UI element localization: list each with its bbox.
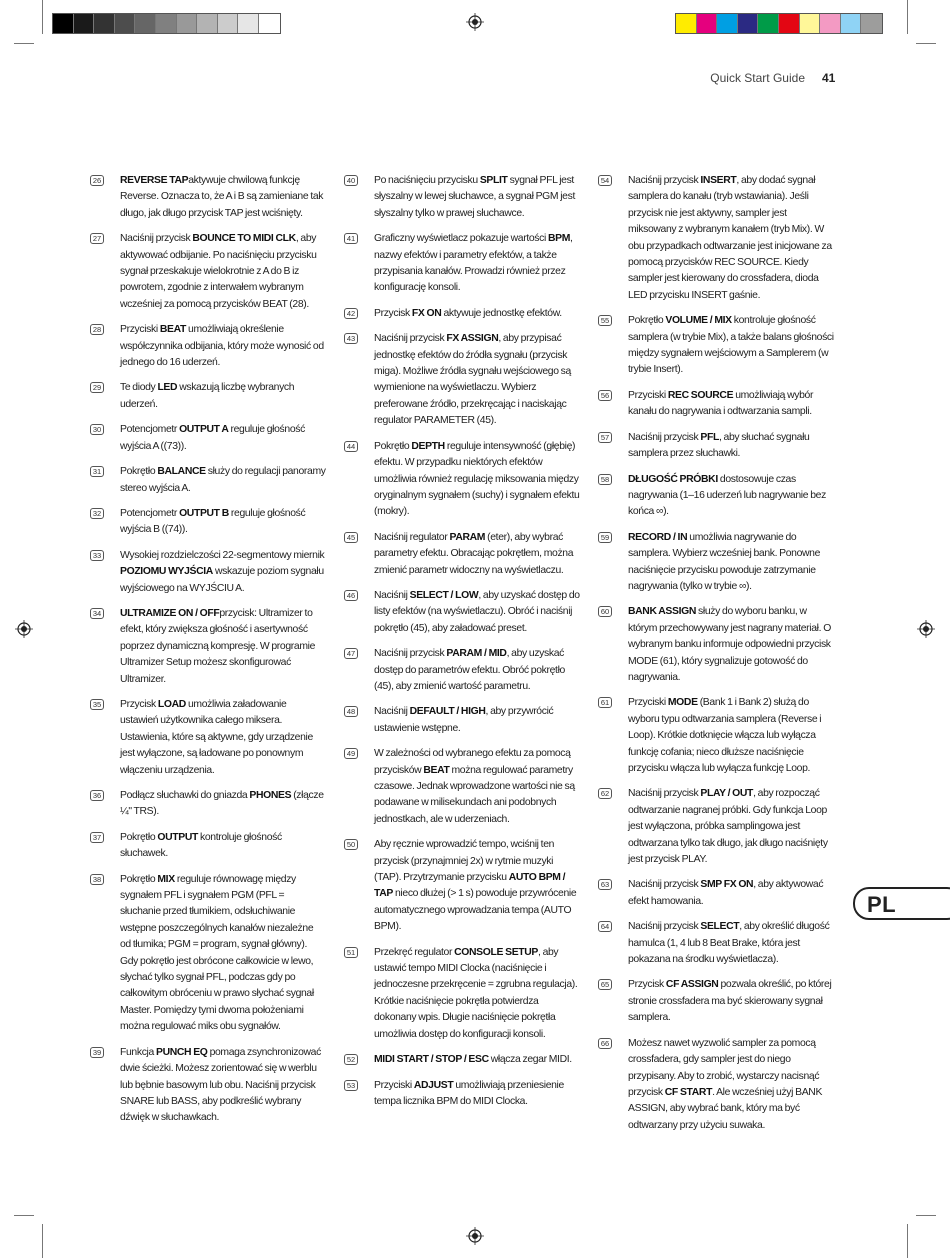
list-item bbox=[90, 872, 326, 1036]
item-text: Przyciski BEAT umożliwiają określenie współczynnika odbijania, który może wynosić od jednego do 16 uderzeń. bbox=[120, 324, 324, 369]
item-text: Potencjometr OUTPUT A reguluje głośność wyjścia A ((73)). bbox=[120, 424, 305, 452]
item-text: Pokrętło VOLUME / MIX kontroluje głośność samplera (w trybie Mix), a także balans głośności między sygnałem wejściowym a Samplerem (w trybie Insert). bbox=[628, 315, 834, 376]
color-swatch bbox=[156, 14, 177, 33]
item-number-badge: 54 bbox=[598, 175, 612, 186]
list-item bbox=[598, 786, 834, 868]
item-text: ULTRAMIZE ON / OFFprzycisk: Ultramizer to efekt, który zwiększa głośność i asertywność poprzez dynamiczną kompresję. W programie Ultramizer Setup możesz skonfigurować Ultramizer. bbox=[120, 607, 316, 685]
list-item bbox=[344, 646, 580, 695]
item-text: Naciśnij przycisk FX ASSIGN, aby przypisać jednostkę efektów do źródła sygnału (przycisk miga). Możliwe źródła sygnału wejściowego są wymienione na wyświetlaczu. Wybierz preferowane źródło, przekręcając i naciskając regulator PARAMETER (45). bbox=[374, 333, 571, 427]
item-text: Pokrętło DEPTH reguluje intensywność (głębię) efektu. W przypadku niektórych efektów umożliwia również regulację miksowania między oryginalnym sygnałem (suchy) i sygnałem efektu (mokry). bbox=[374, 440, 580, 518]
item-text: Funkcja PUNCH EQ pomaga zsynchronizować dwie ścieżki. Możesz zorientować się w werblu lub bębnie basowym lub obu. Naciśnij przycisk SNARE lub BASS, aby podkreślić wybrany dźwięk w słuchawkach. bbox=[120, 1046, 321, 1124]
item-text: MIDI START / STOP / ESC włącza zegar MIDI. bbox=[374, 1054, 572, 1066]
item-number-badge: 42 bbox=[344, 308, 358, 319]
item-text: Naciśnij przycisk PARAM / MID, aby uzyskać dostęp do parametrów efektu. Obróć pokrętło (45), aby zmienić wartość parametru. bbox=[374, 648, 565, 692]
item-number-badge: 38 bbox=[90, 874, 104, 885]
list-item bbox=[598, 977, 834, 1026]
item-text: Możesz nawet wyzwolić sampler za pomocą crossfadera, gdy sampler jest do niego przypisany. Aby to zrobić, wystarczy nacisnąć przycisk CF START. Ale wcześniej użyj BANK ASSIGN, aby wybrać bank, który ma być odtwarzany przy użyciu suwaka. bbox=[628, 1037, 823, 1131]
item-number-badge: 28 bbox=[90, 324, 104, 335]
item-number-badge: 64 bbox=[598, 921, 612, 932]
item-number-badge: 61 bbox=[598, 697, 612, 708]
crop-mark bbox=[907, 0, 908, 34]
list-item bbox=[90, 606, 326, 688]
item-text: Te diody LED wskazują liczbę wybranych uderzeń. bbox=[120, 382, 295, 410]
item-number-badge: 60 bbox=[598, 606, 612, 617]
item-number-badge: 34 bbox=[90, 608, 104, 619]
color-swatch bbox=[238, 14, 259, 33]
text-column-1 bbox=[90, 173, 326, 1136]
item-number-badge: 51 bbox=[344, 947, 358, 958]
list-item bbox=[344, 1078, 580, 1111]
item-number-badge: 66 bbox=[598, 1038, 612, 1049]
item-number-badge: 27 bbox=[90, 233, 104, 244]
registration-mark-icon bbox=[466, 1227, 484, 1245]
list-item bbox=[90, 380, 326, 413]
item-text: Naciśnij przycisk INSERT, aby dodać sygnał samplera do kanału (tryb wstawiania). Jeśli przycisk nie jest aktywny, sampler jest miksowany z wybranym kanałem (tryb Mix). W obu przypadkach odtwarzanie jest inicjowane za pomocą przycisków REC SOURCE. Kiedy sampler jest kierowany do crossfadera, dioda LED przycisku INSERT gaśnie. bbox=[628, 175, 832, 301]
item-text: Przycisk LOAD umożliwia załadowanie ustawień użytkownika całego miksera. Ustawienia, które są aktywne, gdy urządzenie jest wyłączone, są ładowane po ponownym włączeniu urządzenia. bbox=[120, 698, 313, 776]
item-number-badge: 37 bbox=[90, 832, 104, 843]
item-number-badge: 26 bbox=[90, 175, 104, 186]
list-item bbox=[598, 530, 834, 596]
registration-mark-icon bbox=[917, 620, 935, 638]
language-tab-label: PL bbox=[867, 892, 897, 917]
crop-mark bbox=[907, 1224, 908, 1258]
list-item bbox=[344, 837, 580, 935]
item-number-badge: 47 bbox=[344, 648, 358, 659]
item-text: Naciśnij przycisk BOUNCE TO MIDI CLK, aby aktywować odbijanie. Po naciśnięciu przycisku sygnał przeskakuje wielokrotnie z A do B iz powrotem, zgodnie z interwałem wybranym wcześniej za pomocą przycisków BEAT (28). bbox=[120, 233, 317, 310]
color-swatch bbox=[74, 14, 95, 33]
item-text: BANK ASSIGN służy do wyboru banku, w którym przechowywany jest nagrany materiał. O wybranym banku informuje odpowiedni przycisk MODE (61), który sygnalizuje gotowość do nagrywania. bbox=[628, 606, 831, 683]
running-header: Quick Start Guide bbox=[710, 71, 805, 85]
text-column-3 bbox=[598, 173, 834, 1143]
item-text: Graficzny wyświetlacz pokazuje wartości BPM, nazwy efektów i parametry efektów, a także przypisania kanałów. Prowadzi również przez konfigurację konsoli. bbox=[374, 233, 573, 294]
item-text: Wysokiej rozdzielczości 22-segmentowy miernik POZIOMU WYJŚCIA wskazuje poziom sygnału wyjściowego na WYJŚCIU A. bbox=[120, 549, 325, 594]
grayscale-calibration-bar bbox=[52, 13, 281, 34]
color-swatch bbox=[758, 14, 779, 33]
item-text: Naciśnij regulator PARAM (eter), aby wybrać parametry efektu. Obracając pokrętłem, można zmienić parametr widoczny na wyświetlaczu. bbox=[374, 531, 574, 576]
item-text: Aby ręcznie wprowadzić tempo, wciśnij ten przycisk (przynajmniej 2x) w rytmie muzyki (TAP). Przytrzymanie przycisku AUTO BPM / TAP nieco dłużej (> 1 s) powoduje przywrócenie automatycznego wprowadzania tempa (AUTO BPM). bbox=[374, 839, 577, 933]
item-number-badge: 57 bbox=[598, 432, 612, 443]
item-text: Pokrętło OUTPUT kontroluje głośność słuchawek. bbox=[120, 831, 282, 860]
item-number-badge: 62 bbox=[598, 788, 612, 799]
item-text: RECORD / IN umożliwia nagrywanie do samplera. Wybierz wcześniej bank. Ponowne naciśnięcie przycisku powoduje zatrzymanie nagrywania (tylko w trybie ∞). bbox=[628, 531, 821, 592]
item-number-badge: 33 bbox=[90, 550, 104, 561]
color-calibration-bar bbox=[675, 13, 883, 34]
item-text: Pokrętło BALANCE służy do regulacji panoramy stereo wyjścia A. bbox=[120, 466, 326, 494]
item-text: Przekręć regulator CONSOLE SETUP, aby ustawić tempo MIDI Clocka (naciśnięcie i jednoczesne przekręcenie = zgrubna regulacja). Krótkie naciśnięcie pokrętła potwierdza dokonany wpis. Długie naciśnięcie pokrętła umożliwia dostęp do konfiguracji konsoli. bbox=[374, 946, 578, 1040]
item-number-badge: 35 bbox=[90, 699, 104, 710]
item-number-badge: 56 bbox=[598, 390, 612, 401]
list-item bbox=[598, 604, 834, 686]
item-text: Naciśnij przycisk SMP FX ON, aby aktywować efekt hamowania. bbox=[628, 879, 824, 907]
color-swatch bbox=[738, 14, 759, 33]
item-number-badge: 50 bbox=[344, 839, 358, 850]
item-number-badge: 53 bbox=[344, 1080, 358, 1091]
list-item bbox=[90, 830, 326, 863]
list-item bbox=[598, 313, 834, 379]
item-text: Naciśnij przycisk PFL, aby słuchać sygnału samplera przez słuchawki. bbox=[628, 431, 810, 460]
item-number-badge: 52 bbox=[344, 1054, 358, 1065]
item-text: Przycisk FX ON aktywuje jednostkę efektów. bbox=[374, 307, 562, 319]
list-item bbox=[90, 548, 326, 597]
item-text: Naciśnij przycisk PLAY / OUT, aby rozpocząć odtwarzanie nagranej próbki. Gdy funkcja Loop jest wyłączona, próbka samplingowa jest odtwarzana tylko tak długo, jak długo naciśnięty jest przycisk PLAY. bbox=[628, 788, 828, 866]
color-swatch bbox=[861, 14, 882, 33]
crop-mark bbox=[916, 1215, 936, 1216]
color-swatch bbox=[820, 14, 841, 33]
item-text: Potencjometr OUTPUT B reguluje głośność wyjścia B ((74)). bbox=[120, 507, 306, 536]
item-number-badge: 58 bbox=[598, 474, 612, 485]
list-item bbox=[344, 173, 580, 222]
crop-mark bbox=[916, 43, 936, 44]
color-swatch bbox=[94, 14, 115, 33]
color-swatch bbox=[115, 14, 136, 33]
list-item bbox=[598, 173, 834, 304]
list-item bbox=[90, 1045, 326, 1127]
list-item bbox=[598, 1036, 834, 1134]
crop-mark bbox=[14, 43, 34, 44]
color-swatch bbox=[697, 14, 718, 33]
item-text: Po naciśnięciu przycisku SPLIT sygnał PFL jest słyszalny w lewej słuchawce, a sygnał PGM jest słyszalny tylko w prawej słuchawce. bbox=[374, 175, 575, 219]
color-swatch bbox=[800, 14, 821, 33]
list-item bbox=[598, 877, 834, 910]
registration-mark-icon bbox=[15, 620, 33, 638]
item-number-badge: 32 bbox=[90, 508, 104, 519]
color-swatch bbox=[177, 14, 198, 33]
color-swatch bbox=[218, 14, 239, 33]
item-text: Pokrętło MIX reguluje równowagę między sygnałem PFL i sygnałem PGM (PFL = słuchanie przed tłumikiem, odsłuchiwanie wstępne poszczególnych kanałów niezależne od tłumika; PGM = program, sygnał główny). Gdy pokrętło jest obrócone całkowicie w lewo, słychać tylko sygnał PFL, podczas gdy po całkowitym obróceniu w prawo słychać sygnał Master. Pomiędzy tymi dwoma położeniami można regulować miks obu sygnałów. bbox=[120, 873, 314, 1033]
color-swatch bbox=[676, 14, 697, 33]
item-number-badge: 43 bbox=[344, 333, 358, 344]
list-item bbox=[90, 231, 326, 313]
item-text: REVERSE TAPaktywuje chwilową funkcję Reverse. Oznacza to, że A i B są zamieniane tak długo, jak długo przycisk TAP jest wciśnięty. bbox=[120, 175, 324, 219]
item-number-badge: 36 bbox=[90, 790, 104, 801]
list-item bbox=[344, 331, 580, 429]
item-number-badge: 65 bbox=[598, 979, 612, 990]
item-number-badge: 30 bbox=[90, 424, 104, 435]
item-number-badge: 55 bbox=[598, 315, 612, 326]
list-item bbox=[598, 388, 834, 421]
color-swatch bbox=[197, 14, 218, 33]
item-text: DŁUGOŚĆ PRÓBKI dostosowuje czas nagrywania (1–16 uderzeń lub nagrywanie bez końca ∞). bbox=[628, 473, 826, 518]
item-text: Naciśnij przycisk SELECT, aby określić długość hamulca (1, 4 lub 8 Beat Brake, która jest pokazana na środku wyświetlacza). bbox=[628, 921, 830, 966]
list-item bbox=[344, 439, 580, 521]
list-item bbox=[344, 704, 580, 737]
item-number-badge: 39 bbox=[90, 1047, 104, 1058]
item-number-badge: 59 bbox=[598, 532, 612, 543]
registration-mark-icon bbox=[466, 13, 484, 31]
list-item bbox=[344, 746, 580, 828]
list-item bbox=[90, 422, 326, 455]
item-number-badge: 40 bbox=[344, 175, 358, 186]
color-swatch bbox=[779, 14, 800, 33]
color-swatch bbox=[717, 14, 738, 33]
item-text: Naciśnij SELECT / LOW, aby uzyskać dostęp do listy efektów (na wyświetlaczu). Obróć i naciśnij pokrętło (45), aby załadować preset. bbox=[374, 589, 580, 634]
item-number-badge: 29 bbox=[90, 382, 104, 393]
color-swatch bbox=[259, 14, 280, 33]
list-item bbox=[598, 430, 834, 463]
item-number-badge: 49 bbox=[344, 748, 358, 759]
item-number-badge: 46 bbox=[344, 590, 358, 601]
item-text: Przycisk CF ASSIGN pozwala określić, po której stronie crossfadera ma być skierowany sygnał samplera. bbox=[628, 979, 832, 1024]
list-item bbox=[344, 306, 580, 322]
item-text: Przyciski ADJUST umożliwiają przeniesienie tempa licznika BPM do MIDI Clocka. bbox=[374, 1079, 564, 1107]
item-text: W zależności od wybranego efektu za pomocą przycisków BEAT można regulować parametry czasowe. Jednak wprowadzone wartości nie są podawane w milisekundach ani podobnych jednostkach, ale w uderzeniach. bbox=[374, 748, 575, 825]
item-number-badge: 31 bbox=[90, 466, 104, 477]
crop-mark bbox=[42, 1224, 43, 1258]
item-number-badge: 45 bbox=[344, 532, 358, 543]
color-swatch bbox=[135, 14, 156, 33]
item-number-badge: 44 bbox=[344, 441, 358, 452]
crop-mark bbox=[14, 1215, 34, 1216]
list-item bbox=[598, 919, 834, 968]
item-number-badge: 63 bbox=[598, 879, 612, 890]
list-item bbox=[90, 464, 326, 497]
item-number-badge: 48 bbox=[344, 706, 358, 717]
list-item bbox=[344, 530, 580, 579]
color-swatch bbox=[841, 14, 862, 33]
language-tab bbox=[853, 887, 950, 920]
item-number-badge: 41 bbox=[344, 233, 358, 244]
item-text: Przyciski REC SOURCE umożliwiają wybór kanału do nagrywania i odtwarzania sampli. bbox=[628, 389, 814, 418]
list-item bbox=[90, 322, 326, 371]
list-item bbox=[90, 506, 326, 539]
list-item bbox=[344, 231, 580, 297]
item-text: Przyciski MODE (Bank 1 i Bank 2) służą do wyboru typu odtwarzania samplera (Reverse i Loop). Krótkie dotknięcie włącza lub wyłącza funkcję cofania; nieco dłuższe naciśnięcie przycisku włącza lub wyłącza funkcję Loop. bbox=[628, 697, 822, 774]
crop-mark bbox=[42, 0, 43, 34]
list-item bbox=[598, 695, 834, 777]
text-column-2 bbox=[344, 173, 580, 1119]
color-swatch bbox=[53, 14, 74, 33]
item-text: Podłącz słuchawki do gniazda PHONES (złącze ¼" TRS). bbox=[120, 790, 324, 818]
list-item bbox=[90, 788, 326, 821]
list-item bbox=[344, 588, 580, 637]
page-number: 41 bbox=[822, 71, 836, 85]
list-item bbox=[344, 1052, 580, 1068]
list-item bbox=[90, 697, 326, 779]
item-text: Naciśnij DEFAULT / HIGH, aby przywrócić ustawienie wstępne. bbox=[374, 706, 554, 734]
list-item bbox=[598, 472, 834, 521]
list-item bbox=[344, 945, 580, 1043]
list-item bbox=[90, 173, 326, 222]
